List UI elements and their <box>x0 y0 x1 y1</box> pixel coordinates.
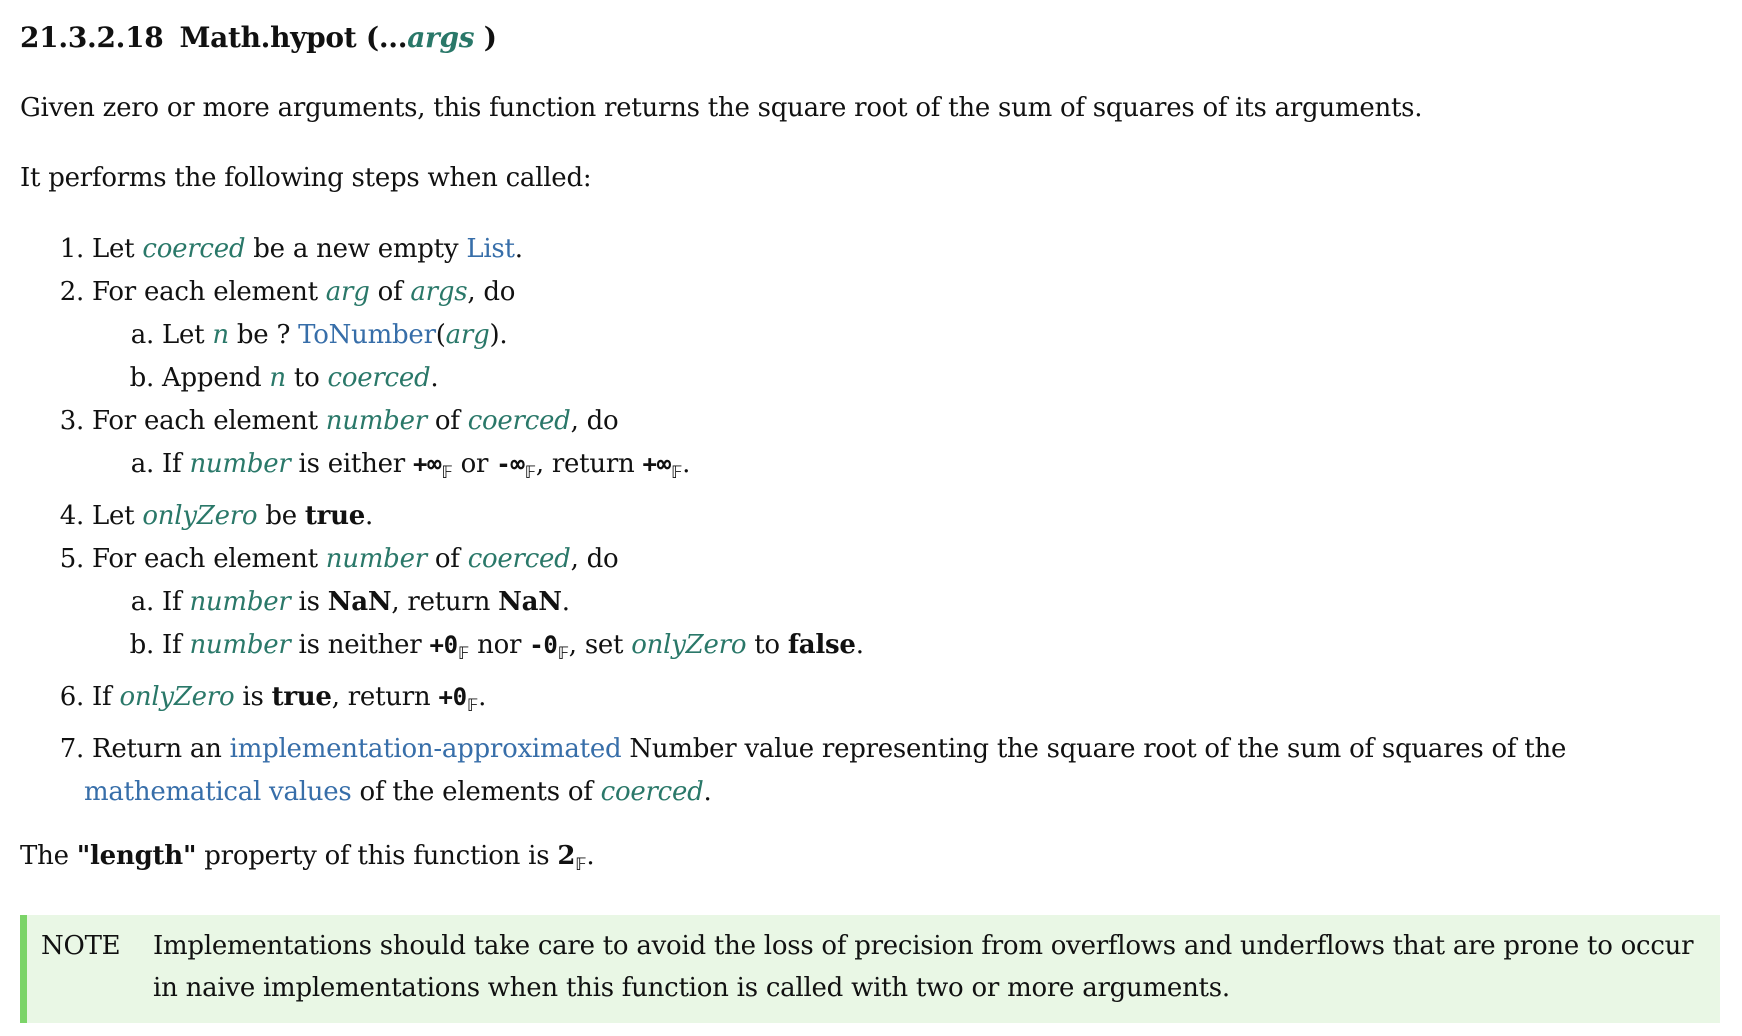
step-2a <box>20 314 1720 357</box>
step-number: 6. <box>59 682 84 712</box>
float-subscript: 𝔽 <box>457 644 470 664</box>
step-text: . <box>430 363 439 393</box>
step-2b <box>20 357 1720 400</box>
step-text: ). <box>489 320 508 350</box>
step-text: is <box>290 587 328 617</box>
section-heading <box>20 14 1720 62</box>
step-text: Let <box>162 320 213 350</box>
step-text: of <box>426 544 468 574</box>
step-number: b. <box>129 630 154 660</box>
function-name: Math.hypot <box>179 21 357 54</box>
step-number: 1. <box>59 234 84 264</box>
para-text: property of this function is <box>196 841 558 871</box>
step-text: . <box>682 449 691 479</box>
var-coerced[interactable]: coerced <box>327 363 431 393</box>
var-onlyzero[interactable]: onlyZero <box>142 501 258 531</box>
note-text: Implementations should take care to avoid the loss of precision from overflows and underflows that are prone to occur in naive implementations when this function is called with two or more arguments. <box>153 931 1694 1003</box>
step-7 <box>20 728 1720 814</box>
value-false: false <box>787 630 856 660</box>
length-value: 2 <box>557 841 576 871</box>
step-text: , return <box>331 682 439 712</box>
step-text: , return <box>535 449 643 479</box>
var-coerced[interactable]: coerced <box>467 544 571 574</box>
step-text: , do <box>570 544 619 574</box>
step-text: be a new empty <box>245 234 467 264</box>
var-n[interactable]: n <box>212 320 229 350</box>
step-text: be ? <box>228 320 299 350</box>
var-arg[interactable]: arg <box>325 277 370 307</box>
intro-paragraph: Given zero or more arguments, this function returns the square root of the sum of squares of its arguments. <box>20 93 1423 123</box>
var-number[interactable]: number <box>325 406 427 436</box>
step-text: or <box>452 449 497 479</box>
var-args[interactable]: args <box>410 277 468 307</box>
value-pos-zero: +0 <box>429 631 458 659</box>
step-number: a. <box>130 587 154 617</box>
step-text: Let <box>92 501 143 531</box>
length-property-name: "length" <box>76 841 197 871</box>
step-text: , return <box>391 587 499 617</box>
var-coerced[interactable]: coerced <box>142 234 246 264</box>
var-n[interactable]: n <box>269 363 286 393</box>
note-label: NOTE <box>41 931 121 961</box>
float-subscript: 𝔽 <box>575 855 587 875</box>
step-2 <box>20 271 1720 314</box>
step-text: be <box>257 501 305 531</box>
value-pos-infinity: +∞ <box>642 450 671 478</box>
float-subscript: 𝔽 <box>670 463 683 483</box>
step-text: If <box>92 682 120 712</box>
step-text: If <box>162 587 190 617</box>
value-neg-infinity: -∞ <box>496 450 525 478</box>
step-6 <box>20 676 1720 728</box>
link-implementation-approximated[interactable]: implementation-approximated <box>229 734 622 764</box>
close-paren: ) <box>483 21 497 54</box>
step-5 <box>20 538 1720 581</box>
link-mathematical-values[interactable]: mathematical values <box>84 777 352 807</box>
step-text: of <box>426 406 468 436</box>
link-tonumber[interactable]: ToNumber <box>298 320 436 350</box>
step-text: . <box>514 234 523 264</box>
step-text: , set <box>568 630 632 660</box>
step-text: . <box>561 587 570 617</box>
step-text: is neither <box>290 630 430 660</box>
var-number[interactable]: number <box>189 630 291 660</box>
float-subscript: 𝔽 <box>557 644 569 664</box>
step-text: to <box>285 363 328 393</box>
step-text: For each element <box>92 544 326 574</box>
step-number: a. <box>130 449 154 479</box>
step-text: Append <box>162 363 270 393</box>
para-text: . <box>586 841 595 871</box>
step-5b <box>20 624 1720 676</box>
length-paragraph <box>20 836 1720 885</box>
float-subscript: 𝔽 <box>441 463 453 483</box>
step-text: Let <box>92 234 143 264</box>
step-text: . <box>703 777 712 807</box>
rest-ellipsis: ... <box>378 21 408 54</box>
step-5a <box>20 581 1720 624</box>
step-text: to <box>746 630 788 660</box>
step-4 <box>20 495 1720 538</box>
value-nan: NaN <box>327 587 392 617</box>
step-text: If <box>162 630 190 660</box>
para-text: The <box>20 841 77 871</box>
algorithm-steps <box>20 228 1720 814</box>
param-args[interactable]: args <box>407 21 475 54</box>
step-text: . <box>855 630 864 660</box>
step-text: For each element <box>92 277 326 307</box>
var-onlyzero[interactable]: onlyZero <box>631 630 747 660</box>
step-number: 5. <box>59 544 84 574</box>
value-neg-zero: -0 <box>529 631 558 659</box>
step-7-continuation <box>20 771 1720 814</box>
step-text: , do <box>570 406 619 436</box>
var-number[interactable]: number <box>325 544 427 574</box>
open-paren: ( <box>365 21 379 54</box>
var-coerced[interactable]: coerced <box>467 406 571 436</box>
var-coerced[interactable]: coerced <box>600 777 704 807</box>
step-text: . <box>478 682 487 712</box>
var-number[interactable]: number <box>189 449 291 479</box>
step-text: Return an <box>92 734 230 764</box>
value-true: true <box>271 682 332 712</box>
step-number: 3. <box>59 406 84 436</box>
step-text: Number value representing the square root of the sum of squares of the <box>621 734 1567 764</box>
step-text: If <box>162 449 190 479</box>
step-text: nor <box>469 630 530 660</box>
var-onlyzero[interactable]: onlyZero <box>119 682 235 712</box>
step-text: of <box>369 277 411 307</box>
steps-intro: It performs the following steps when called: <box>20 163 592 193</box>
value-pos-infinity: +∞ <box>412 450 442 478</box>
step-text: is either <box>290 449 413 479</box>
note-box <box>20 915 1720 1023</box>
step-text: of the elements of <box>351 777 601 807</box>
step-text: is <box>234 682 272 712</box>
float-subscript: 𝔽 <box>466 696 479 716</box>
value-true: true <box>304 501 366 531</box>
var-arg[interactable]: arg <box>445 320 490 350</box>
float-subscript: 𝔽 <box>524 463 536 483</box>
step-3a <box>20 443 1720 495</box>
value-pos-zero: +0 <box>438 683 467 711</box>
link-list[interactable]: List <box>466 234 515 264</box>
value-nan: NaN <box>498 587 562 617</box>
var-number[interactable]: number <box>189 587 291 617</box>
step-1 <box>20 228 1720 271</box>
step-text: . <box>365 501 374 531</box>
step-number: 7. <box>59 734 84 764</box>
step-3 <box>20 400 1720 443</box>
step-number: 2. <box>59 277 84 307</box>
step-number: a. <box>130 320 154 350</box>
section-number: 21.3.2.18 <box>20 21 164 54</box>
step-text: ( <box>435 320 446 350</box>
step-text: For each element <box>92 406 326 436</box>
step-text: , do <box>467 277 516 307</box>
step-number: 4. <box>59 501 84 531</box>
step-number: b. <box>129 363 154 393</box>
